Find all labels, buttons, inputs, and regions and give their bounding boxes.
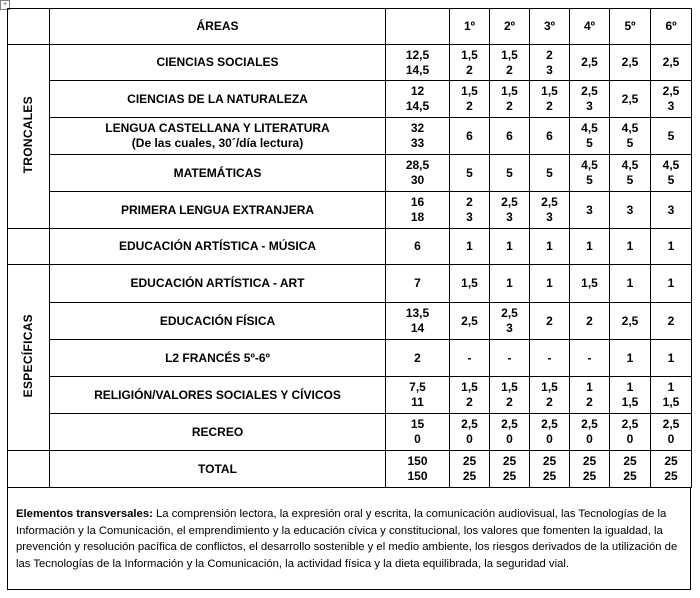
grade-1-cell [450, 45, 490, 81]
grade-4-cell-value: 4,5 [581, 121, 598, 135]
grade-2-cell [490, 377, 530, 414]
grade-5-cell [610, 229, 651, 265]
grade-1-cell [450, 192, 490, 229]
grade-2-cell-value: 5 [506, 165, 513, 180]
grade-2-cell-value: 0 [506, 432, 513, 446]
grade-3-cell [530, 155, 570, 192]
grade-1-cell-value: 1 [466, 239, 473, 253]
grade-4-cell-value: - [587, 350, 592, 365]
grade-5-cell-value: 2,5 [621, 55, 639, 69]
grade-5-cell [610, 155, 651, 192]
grade-5-cell-value: 2,5 [621, 91, 639, 106]
area-name-cell [50, 303, 386, 340]
grade-2-cell [490, 118, 530, 155]
grade-6-cell [651, 303, 692, 340]
note-text: La comprensión lectora, la expresión oral y escrita, la comunicación audiovisual, las Tecnologías de la Información y la Comunicación, el emprendimiento y la educación cívica y constitucional, los valores que fomenten la igualdad, la prevención y resolución pacífica de conflictos, el desarrollo sostenible y el medio ambiente, los riesgos derivados de la utilización de las Tecnologías de la Información y la Comunicación, la actividad física y la dieta equilibrada, la seguridad vial. [16, 508, 678, 570]
grade-4-cell [570, 414, 610, 451]
grade-6-cell [651, 192, 692, 229]
grade-2-cell-value: 2 [506, 395, 513, 409]
grade-3-cell [530, 229, 570, 265]
grade-2-cell [490, 229, 530, 265]
grade-6-cell-value: 1 [667, 380, 675, 394]
grade-6-cell-value: 1,5 [662, 395, 680, 409]
grade-3-cell-value: 25 [542, 469, 557, 483]
table-row [8, 229, 692, 265]
area-name: EDUCACIÓN ARTÍSTICA - MÚSICA [118, 239, 317, 253]
grade-3-cell-value: 5 [546, 165, 553, 180]
grade-6-cell [651, 45, 692, 81]
total-hours-cell-value: 6 [414, 239, 421, 253]
grade-4-cell-value: 25 [582, 454, 597, 468]
group-empty-cell [8, 451, 50, 488]
header-areas: ÁREAS [50, 9, 386, 45]
grade-2-cell-value: 2,5 [501, 306, 518, 320]
total-hours-cell-value: 33 [410, 136, 425, 150]
grade-2-cell [490, 81, 530, 118]
total-hours-cell [386, 414, 450, 451]
group-label-text: TRONCALES [21, 95, 35, 174]
area-name-cell [50, 118, 386, 155]
area-name: CIENCIAS DE LA NATURALEZA [127, 91, 308, 106]
grade-1-cell-value: 2 [466, 99, 473, 113]
grade-4-cell [570, 229, 610, 265]
grade-2-cell [490, 414, 530, 451]
grade-4-cell [570, 155, 610, 192]
grade-3-cell-value: 2 [546, 47, 553, 62]
grade-3-cell-value: 25 [542, 454, 557, 468]
grade-6-cell-value: 2,5 [662, 417, 680, 431]
grade-1-cell-value: 25 [462, 454, 477, 468]
grade-3-cell-value: 2 [546, 313, 553, 328]
grade-4-cell [570, 303, 610, 340]
area-name: MATEMÁTICAS [173, 165, 262, 180]
grade-2-cell [490, 451, 530, 488]
grade-5-cell-value: 1 [626, 350, 634, 365]
grade-5-cell [610, 451, 651, 488]
grade-2-cell [490, 45, 530, 81]
grade-6-cell-value: 25 [664, 454, 678, 468]
header-row [8, 9, 692, 45]
total-hours-cell-value: 14,5 [405, 62, 430, 77]
area-name: RECREO [191, 424, 244, 439]
grade-4-cell-value: 5 [586, 173, 593, 187]
grade-4-cell [570, 340, 610, 377]
grade-4-cell [570, 377, 610, 414]
grade-6-cell-value: 2 [667, 313, 675, 328]
grade-2-cell-value: 6 [506, 128, 513, 143]
total-hours-cell [386, 303, 450, 340]
grade-1-cell-value: 2 [466, 62, 473, 77]
grade-2-cell-value: 3 [506, 321, 513, 335]
grade-1-cell [450, 118, 490, 155]
total-hours-cell-value: 12,5 [405, 47, 430, 62]
grade-6-cell [651, 414, 692, 451]
grade-4-cell-value: 1,5 [581, 276, 598, 290]
header-grade-4: 4º [570, 9, 610, 45]
grade-5-cell [610, 81, 651, 118]
grade-6-cell [651, 118, 692, 155]
grade-5-cell-value: 5 [626, 136, 634, 150]
grade-4-cell [570, 192, 610, 229]
grade-5-cell [610, 192, 651, 229]
total-hours-cell-value: 32 [410, 121, 425, 135]
grade-2-cell-value: 2 [506, 99, 513, 113]
grade-5-cell [610, 265, 651, 303]
grade-4-cell-value: 3 [586, 202, 593, 217]
grade-5-cell [610, 377, 651, 414]
grade-1-cell-value: 2 [466, 395, 473, 409]
grade-6-cell [651, 81, 692, 118]
grade-3-cell-value: 3 [546, 62, 553, 77]
table-row [8, 118, 692, 155]
grade-5-cell-value: 4,5 [621, 121, 639, 135]
table-row [8, 45, 692, 81]
header-grade-5: 5º [610, 9, 651, 45]
grade-5-cell-value: 1,5 [621, 395, 639, 409]
total-hours-cell-value: 15 [410, 417, 425, 431]
grade-4-cell-value: 3 [586, 99, 593, 113]
grade-3-cell [530, 45, 570, 81]
total-hours-cell-value: 16 [410, 195, 425, 209]
area-name-cell [50, 81, 386, 118]
grade-1-cell [450, 81, 490, 118]
grade-1-cell-value: 1,5 [461, 84, 478, 98]
grade-1-cell [450, 303, 490, 340]
grade-6-cell-value: 3 [667, 99, 675, 113]
grade-2-cell-value: 3 [506, 210, 513, 224]
area-name: CIENCIAS SOCIALES [156, 55, 279, 69]
total-hours-cell-value: 150 [407, 454, 428, 468]
grade-4-cell-value: 0 [586, 432, 593, 446]
group-label-text: ESPECÍFICAS [21, 313, 35, 398]
grade-2-cell [490, 340, 530, 377]
grade-5-cell [610, 45, 651, 81]
grade-3-cell [530, 340, 570, 377]
header-grade-6: 6º [651, 9, 692, 45]
area-name-cell [50, 340, 386, 377]
grade-2-cell-value: 1 [506, 239, 513, 253]
grade-6-cell-value: 3 [667, 202, 675, 217]
area-name: EDUCACIÓN FÍSICA [159, 313, 276, 328]
area-name-cell [50, 155, 386, 192]
grade-1-cell [450, 265, 490, 303]
total-hours-cell-value: 14 [410, 321, 425, 335]
grade-3-cell-value: 3 [546, 210, 553, 224]
grade-4-cell [570, 265, 610, 303]
grade-3-cell-value: 2,5 [541, 195, 558, 209]
table-body [8, 9, 692, 488]
grade-6-cell-value: 0 [667, 432, 675, 446]
table-row [8, 377, 692, 414]
grade-4-cell-value: 2 [586, 313, 593, 328]
grade-3-cell [530, 377, 570, 414]
total-hours-cell [386, 377, 450, 414]
total-hours-cell [386, 155, 450, 192]
grade-4-cell-value: 1 [586, 239, 593, 253]
grade-5-cell [610, 118, 651, 155]
grade-1-cell [450, 340, 490, 377]
grade-6-cell-value: 2,5 [662, 55, 680, 69]
total-hours-cell [386, 192, 450, 229]
area-name-cell [50, 265, 386, 303]
total-hours-cell-value: 2 [414, 350, 421, 365]
area-name: RELIGIÓN/VALORES SOCIALES Y CÍVICOS [94, 387, 341, 402]
grade-2-cell-value: 25 [502, 454, 517, 468]
grade-3-cell-value: 0 [546, 432, 553, 446]
table-row [8, 451, 692, 488]
grade-6-cell [651, 265, 692, 303]
grade-4-cell-value: 1 [586, 380, 593, 394]
total-hours-cell [386, 451, 450, 488]
header-total [386, 9, 450, 45]
grade-6-cell-value: 1 [667, 350, 675, 365]
grade-6-cell-value: 25 [664, 469, 678, 483]
grade-4-cell-value: 25 [582, 469, 597, 483]
grade-1-cell-value: 2,5 [461, 313, 478, 328]
header-grade-1: 1º [450, 9, 490, 45]
grade-6-cell-value: 4,5 [662, 158, 680, 172]
grade-4-cell-value: 2,5 [581, 417, 598, 431]
grade-4-cell-value: 2,5 [581, 55, 598, 69]
grade-6-cell [651, 229, 692, 265]
grade-2-cell [490, 192, 530, 229]
area-name-cell [50, 414, 386, 451]
area-name-cell [50, 377, 386, 414]
grade-1-cell-value: 2,5 [461, 417, 478, 431]
grade-5-cell [610, 340, 651, 377]
grade-1-cell-value: - [467, 350, 472, 365]
table-row [8, 81, 692, 118]
grade-3-cell [530, 118, 570, 155]
grade-2-cell-value: 2,5 [501, 417, 518, 431]
grade-3-cell [530, 265, 570, 303]
area-name: LENGUA CASTELLANA Y LITERATURA [105, 121, 330, 135]
table-row [8, 303, 692, 340]
grade-4-cell-value: 2,5 [581, 84, 598, 98]
grade-3-cell-value: 6 [546, 128, 553, 143]
grade-4-cell-value: 4,5 [581, 158, 598, 172]
grade-2-cell-value: 2,5 [501, 195, 518, 209]
note-label: Elementos transversales: [16, 508, 153, 520]
area-name: L2 FRANCÉS 5º-6º [165, 350, 270, 365]
grade-2-cell-value: 1,5 [501, 380, 518, 394]
table-row [8, 155, 692, 192]
grade-6-cell-value: 1 [667, 239, 675, 253]
grade-4-cell-value: 5 [586, 136, 593, 150]
grade-6-cell-value: 5 [667, 173, 675, 187]
grade-2-cell [490, 303, 530, 340]
group-label-especificas [8, 265, 50, 451]
grade-5-cell-value: 2,5 [621, 417, 639, 431]
grade-5-cell-value: 0 [626, 432, 634, 446]
schedule-table [7, 8, 692, 488]
grade-5-cell-value: 3 [626, 202, 634, 217]
grade-1-cell-value: 0 [466, 432, 473, 446]
grade-3-cell [530, 303, 570, 340]
grade-1-cell [450, 229, 490, 265]
grade-2-cell-value: 1 [506, 276, 513, 290]
grade-6-cell [651, 377, 692, 414]
area-name: EDUCACIÓN ARTÍSTICA - ART [130, 276, 305, 290]
grade-1-cell-value: 25 [462, 469, 477, 483]
grade-5-cell [610, 303, 651, 340]
grade-5-cell-value: 1 [626, 276, 634, 290]
grade-6-cell [651, 155, 692, 192]
grade-4-cell [570, 45, 610, 81]
total-hours-cell-value: 30 [410, 173, 425, 187]
transversal-elements-note [7, 488, 691, 590]
grade-1-cell [450, 377, 490, 414]
grade-4-cell-value: 2 [586, 395, 593, 409]
grade-6-cell-value: 1 [667, 276, 675, 290]
grade-5-cell-value: 4,5 [621, 158, 639, 172]
grade-4-cell [570, 81, 610, 118]
grade-5-cell-value: 1 [626, 380, 634, 394]
grade-1-cell-value: 1,5 [461, 47, 478, 62]
grade-4-cell [570, 451, 610, 488]
total-hours-cell [386, 118, 450, 155]
grade-2-cell [490, 265, 530, 303]
grade-1-cell-value: 1,5 [461, 380, 478, 394]
grade-3-cell-value: 1 [546, 239, 553, 253]
grade-3-cell-value: 2 [546, 395, 553, 409]
total-hours-cell [386, 45, 450, 81]
grade-1-cell-value: 6 [466, 128, 473, 143]
area-name-cell [50, 192, 386, 229]
total-hours-cell-value: 150 [407, 469, 428, 483]
grade-2-cell-value: 1,5 [501, 84, 518, 98]
grade-2-cell-value: 1,5 [501, 47, 518, 62]
grade-3-cell-value: - [547, 350, 552, 365]
grade-5-cell-value: 2,5 [621, 313, 639, 328]
total-hours-cell [386, 340, 450, 377]
grade-3-cell-value: 2,5 [541, 417, 558, 431]
grade-3-cell [530, 192, 570, 229]
table-row [8, 340, 692, 377]
total-hours-cell-value: 18 [410, 210, 425, 224]
total-hours-cell-value: 14,5 [405, 99, 430, 113]
grade-6-cell [651, 340, 692, 377]
grade-6-cell-value: 2,5 [662, 84, 680, 98]
grade-1-cell-value: 1,5 [461, 276, 478, 290]
grade-3-cell-value: 1,5 [541, 380, 558, 394]
area-name: PRIMERA LENGUA EXTRANJERA [120, 202, 315, 217]
table-move-handle-icon[interactable]: + [0, 0, 10, 10]
total-hours-cell [386, 229, 450, 265]
grade-2-cell-value: - [507, 350, 512, 365]
table-row [8, 192, 692, 229]
total-hours-cell-value: 7 [414, 276, 421, 290]
grade-6-cell-value: 5 [667, 128, 675, 143]
grade-3-cell [530, 414, 570, 451]
header-grade-2: 2º [490, 9, 530, 45]
grade-5-cell-value: 1 [626, 239, 634, 253]
area-name-cell [50, 45, 386, 81]
grade-3-cell [530, 451, 570, 488]
grade-1-cell-value: 3 [466, 210, 473, 224]
grade-1-cell-value: 2 [466, 195, 473, 209]
grade-5-cell-value: 25 [623, 469, 637, 483]
area-subtitle: (De las cuales, 30´/día lectura) [131, 136, 304, 150]
grade-5-cell [610, 414, 651, 451]
grade-3-cell-value: 1,5 [541, 84, 558, 98]
grade-6-cell [651, 451, 692, 488]
total-hours-cell-value: 7,5 [409, 380, 426, 394]
group-empty-cell [8, 229, 50, 265]
total-hours-cell-value: 12 [410, 84, 425, 98]
total-hours-cell [386, 265, 450, 303]
grade-3-cell [530, 81, 570, 118]
grade-1-cell-value: 5 [466, 165, 473, 180]
grade-2-cell-value: 25 [502, 469, 517, 483]
table-row [8, 265, 692, 303]
grade-2-cell-value: 2 [506, 62, 513, 77]
area-name-cell [50, 229, 386, 265]
grade-5-cell-value: 5 [626, 173, 634, 187]
grade-1-cell [450, 414, 490, 451]
table-row [8, 414, 692, 451]
area-name: TOTAL [198, 461, 237, 476]
corner-cell [8, 9, 50, 45]
total-hours-cell [386, 81, 450, 118]
grade-1-cell [450, 451, 490, 488]
area-name-cell [50, 451, 386, 488]
total-hours-cell-value: 13,5 [405, 306, 430, 320]
grade-1-cell [450, 155, 490, 192]
group-label-troncales [8, 45, 50, 229]
grade-3-cell-value: 2 [546, 99, 553, 113]
header-grade-3: 3º [530, 9, 570, 45]
grade-3-cell-value: 1 [546, 276, 553, 290]
grade-5-cell-value: 25 [623, 454, 637, 468]
total-hours-cell-value: 11 [411, 395, 424, 409]
grade-2-cell [490, 155, 530, 192]
total-hours-cell-value: 28,5 [405, 158, 430, 172]
total-hours-cell-value: 0 [414, 432, 421, 446]
grade-4-cell [570, 118, 610, 155]
